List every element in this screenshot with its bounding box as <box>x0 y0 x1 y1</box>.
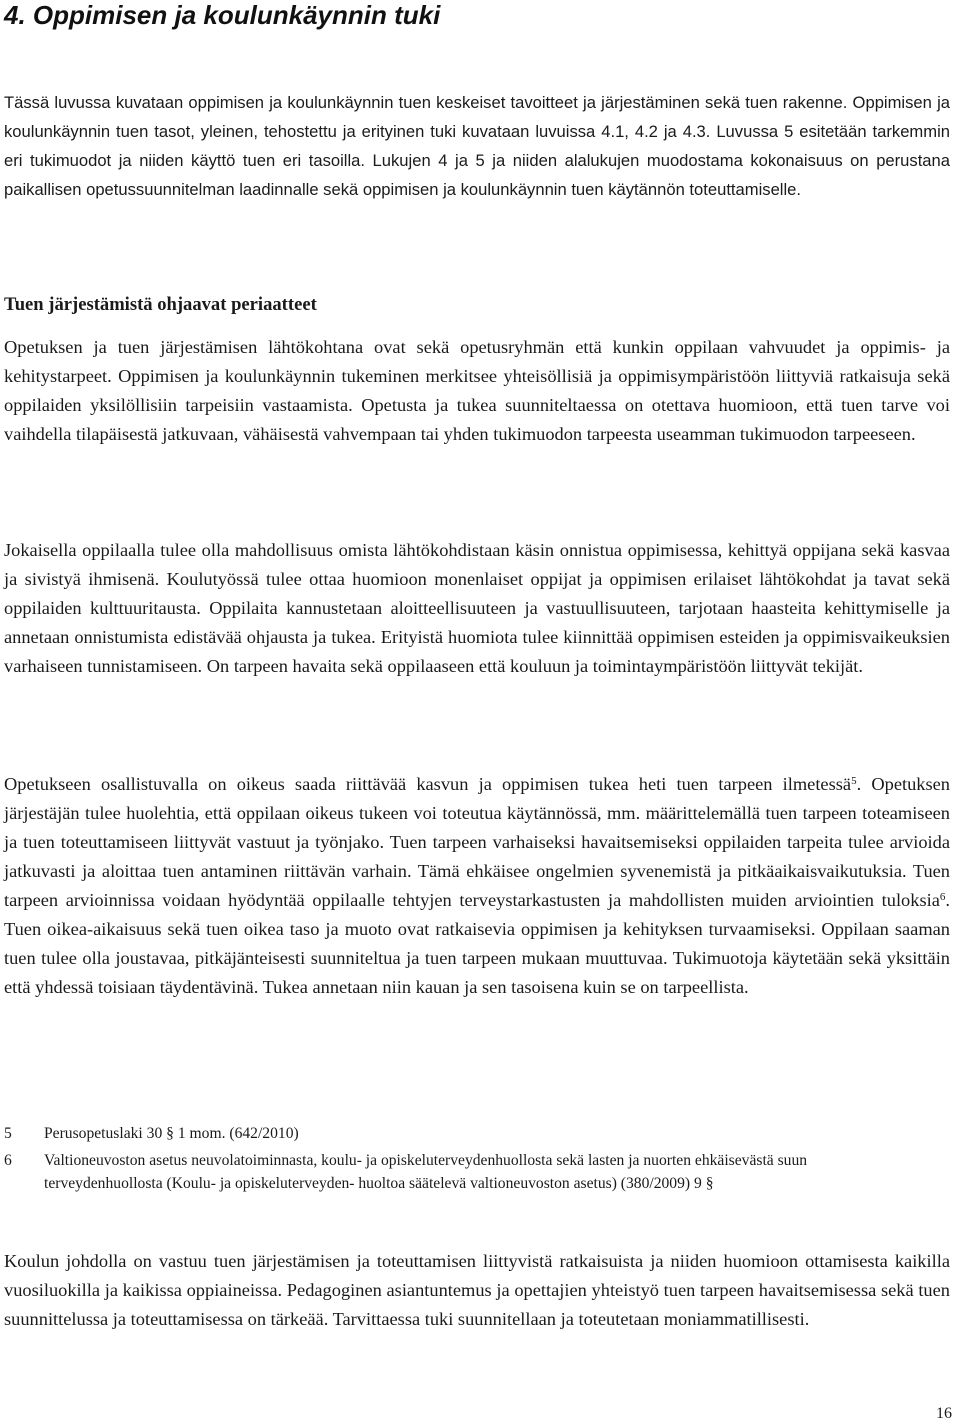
principles-paragraph: Opetuksen ja tuen järjestämisen lähtökohtana ovat sekä opetusryhmän että kunkin oppilaan vahvuudet ja oppimis- ja kehitystarpeet. Oppimisen ja koulunkäynnin tukeminen merkitsee yhteisöllisiä ja oppimisympäristöön liittyviä ratkaisuja sekä oppilaiden yksilöllisiin tarpeisiin vastaamista. Opetusta ja tukea suunniteltaessa on otettava huomioon, että tuen tarve voi vaihdella tilapäisestä jatkuvaan, vähäisestä vahvempaan tai yhden tukimuodon tarpeesta useamman tukimuodon tarpeeseen. <box>4 337 950 444</box>
footnote-number: 6 <box>4 1152 12 1169</box>
footnote-6 <box>4 1149 950 1195</box>
footnote-number: 5 <box>4 1125 12 1142</box>
footnote-text: Perusopetuslaki 30 § 1 mom. (642/2010) <box>44 1125 299 1142</box>
support-rights-text-c: . Tuen oikea-aikaisuus sekä tuen oikea taso ja muoto ovat ratkaisevia oppimisen ja kehityksen turvaamiseksi. Oppilaan saaman tuen tulee olla joustavaa, pitkäjänteisesti suunniteltua ja tuen tarpeen mukaan muuttuvaa. Tukimuotoja käytetään sekä yksittäin että yhdessä toisiaan täydentävinä. Tukea annetaan niin kauan ja sen tasoisena kuin se on tarpeellista. <box>4 890 950 997</box>
intro-paragraph: Tässä luvussa kuvataan oppimisen ja koulunkäynnin tuen keskeiset tavoitteet ja järjestäminen sekä tuen rakenne. Oppimisen ja koulunkäynnin tuen tasot, yleinen, tehostettu ja erityinen tuki kuvataan luvuissa 4.1, 4.2 ja 4.3. Luvussa 5 esitetään tarkemmin eri tukimuodot ja niiden käyttö tuen eri tasoilla. Lukujen 4 ja 5 ja niiden alalukujen muodostama kokonaisuus on perustana paikallisen opetussuunnitelman laadinnalle sekä oppimisen ja koulunkäynnin tuen käytännön toteuttamiselle. <box>4 93 950 199</box>
learner-paragraph: Jokaisella oppilaalla tulee olla mahdollisuus omista lähtökohdistaan käsin onnistua oppimisessa, kehittyä oppijana sekä kasvaa ja sivistyä ihmisenä. Koulutyössä tulee ottaa huomioon monenlaiset oppijat ja oppimisen erilaiset lähtökohdat ja tavat sekä oppilaiden kulttuuritausta. Oppilaita kannustetaan aloitteellisuuteen ja vastuullisuuteen, tarjotaan haasteita kehittymiselle ja annetaan onnistumista edistävää ohjausta ja tukea. Erityistä huomiota tulee kiinnittää oppimisen esteiden ja oppimisvaikeuksien varhaiseen tunnistamiseen. On tarpeen havaita sekä oppilaaseen että kouluun ja toimintaympäristöön liittyvät tekijät. <box>4 540 950 676</box>
chapter-heading: 4. Oppimisen ja koulunkäynnin tuki <box>4 0 441 30</box>
footnote-text: Valtioneuvoston asetus neuvolatoiminnasta, koulu- ja opiskeluterveydenhuollosta sekä lasten ja nuorten ehkäisevästä suun terveydenhuollosta (Koulu- ja opiskeluterveyden- huoltoa säätelevä valtioneuvoston asetus) (380/2009) 9 § <box>44 1152 808 1192</box>
footnote-ref-6: 6 <box>939 891 946 903</box>
section-subheading: Tuen järjestämistä ohjaavat periaatteet <box>4 294 317 315</box>
footnote-5 <box>4 1122 950 1145</box>
support-rights-text-a: Opetukseen osallistuvalla on oikeus saada riittävää kasvun ja oppimisen tukea heti tuen tarpeen ilmetessä <box>4 774 852 794</box>
footnote-ref-5: 5 <box>851 775 857 787</box>
support-rights-paragraph <box>4 770 950 1002</box>
support-rights-text-b: . Opetuksen järjestäjän tulee huolehtia, että oppilaan oikeus tukeen voi toteutua käytännössä, mm. määrittelemällä tuen tarpeen toteamiseen ja tuen toteuttamiseen liittyvät vastuut ja työnjako. Tuen tarpeen varhaiseksi havaitsemiseksi oppilaiden tarpeita tulee arvioida jatkuvasti ja aloittaa tuen antaminen riittävän varhain. Tämä ehkäisee ongelmien syvenemistä ja pitkäaikaisvaikutuksia. Tuen tarpeen arvioinnissa voidaan hyödyntää oppilaalle tehtyjen terveystarkastusten ja mahdollisten muiden arviointien tuloksia <box>4 774 950 910</box>
page-number: 16 <box>936 1405 952 1422</box>
leadership-paragraph: Koulun johdolla on vastuu tuen järjestämisen ja toteuttamisen liittyvistä ratkaisuista ja niiden huomioon ottamisesta kaikilla vuosiluokilla ja kaikissa oppiaineissa. Pedagoginen asiantuntemus ja opettajien yhteistyö tuen tarpeen havaitsemisessa sekä tuen suunnittelussa ja toteuttamisessa on tärkeää. Tarvittaessa tuki suunnitellaan ja toteutetaan moniammatillisesti. <box>4 1251 950 1329</box>
